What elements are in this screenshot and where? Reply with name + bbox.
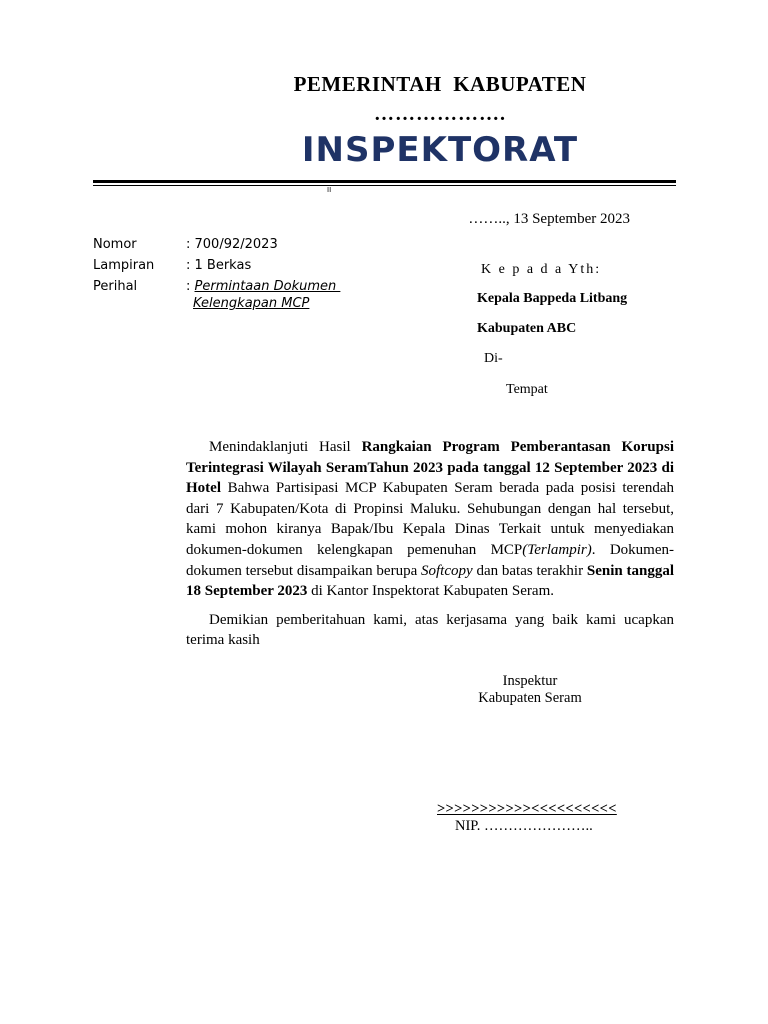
recipient-salutation: K e p a d a Yth: xyxy=(481,262,602,277)
recipient-at: Di- xyxy=(484,351,503,366)
signature-org: Kabupaten Seram xyxy=(478,690,582,706)
signature-name: >>>>>>>>>>><<<<<<<<<< xyxy=(437,801,617,817)
recipient-line1: Kepala Bappeda Litbang xyxy=(477,291,628,306)
body-p1-text: Menindaklanjuti Hasil xyxy=(209,439,362,455)
letterhead-rule-thin xyxy=(93,185,676,186)
recipient-line2: Kabupaten ABC xyxy=(477,321,577,336)
body-p1-attached: (Terlampir) xyxy=(522,541,592,558)
meta-value-perihal xyxy=(186,279,340,294)
letterhead-mark: II xyxy=(327,186,332,194)
letter-date: …….., 13 September 2023 xyxy=(468,211,630,227)
meta-perihal-line2: Kelengkapan MCP xyxy=(193,296,310,311)
body-p1-location: di Kantor Inspektorat Kabupaten Seram. xyxy=(307,583,554,600)
body-paragraph-1 xyxy=(186,437,674,602)
meta-label-lampiran: Lampiran xyxy=(93,258,155,273)
meta-perihal-colon: : xyxy=(186,279,195,294)
signature-title: Inspektur xyxy=(502,673,558,689)
letterhead-rule-thick xyxy=(93,180,676,183)
meta-label-nomor: Nomor xyxy=(93,237,137,252)
meta-perihal-line1: Permintaan Dokumen xyxy=(194,279,341,294)
body-paragraph-2: Demikian pemberitahuan kami, atas kerjasama yang baik kami ucapkan terima kasih xyxy=(186,611,674,649)
body-p1-softcopy: Softcopy xyxy=(421,562,473,579)
body-p1-main: Bahwa Partisipasi MCP Kabupaten Seram berada pada posisi terendah dari 7 Kabupaten/Kota di Propinsi Maluku. Sehubungan dengan hal tersebut, kami mohon kiranya Bapak/Ibu Kepala Dinas Terkait untuk menyediakan dokumen-dokumen kelengkapan pemenuhan MCP xyxy=(186,480,674,558)
meta-label-perihal: Perihal xyxy=(93,279,138,294)
body-p1-event: Rangkaian Program Pemberantasan Korupsi Terintegrasi Wilayah SeramTahun 2023 pada tanggal 12 September 2023 di Hotel xyxy=(186,439,674,497)
body-p1-deadline-intro: dan batas terakhir xyxy=(472,562,587,579)
signature-nip: NIP. ………………….. xyxy=(455,818,593,834)
body-p1-deadline: Senin tanggal 18 September 2023 xyxy=(186,562,675,600)
recipient-place: Tempat xyxy=(506,382,548,397)
letter-body xyxy=(186,437,674,651)
letterhead-government: PEMERINTAH KABUPATEN xyxy=(293,72,587,96)
letterhead-region: ………………. xyxy=(374,103,506,125)
letterhead-agency: INSPEKTORAT xyxy=(301,130,579,170)
meta-value-lampiran: : 1 Berkas xyxy=(186,258,252,273)
body-p1-docs: . Dokumen-dokumen tersebut disampaikan berupa xyxy=(186,541,674,579)
meta-value-nomor: : 700/92/2023 xyxy=(186,237,278,252)
